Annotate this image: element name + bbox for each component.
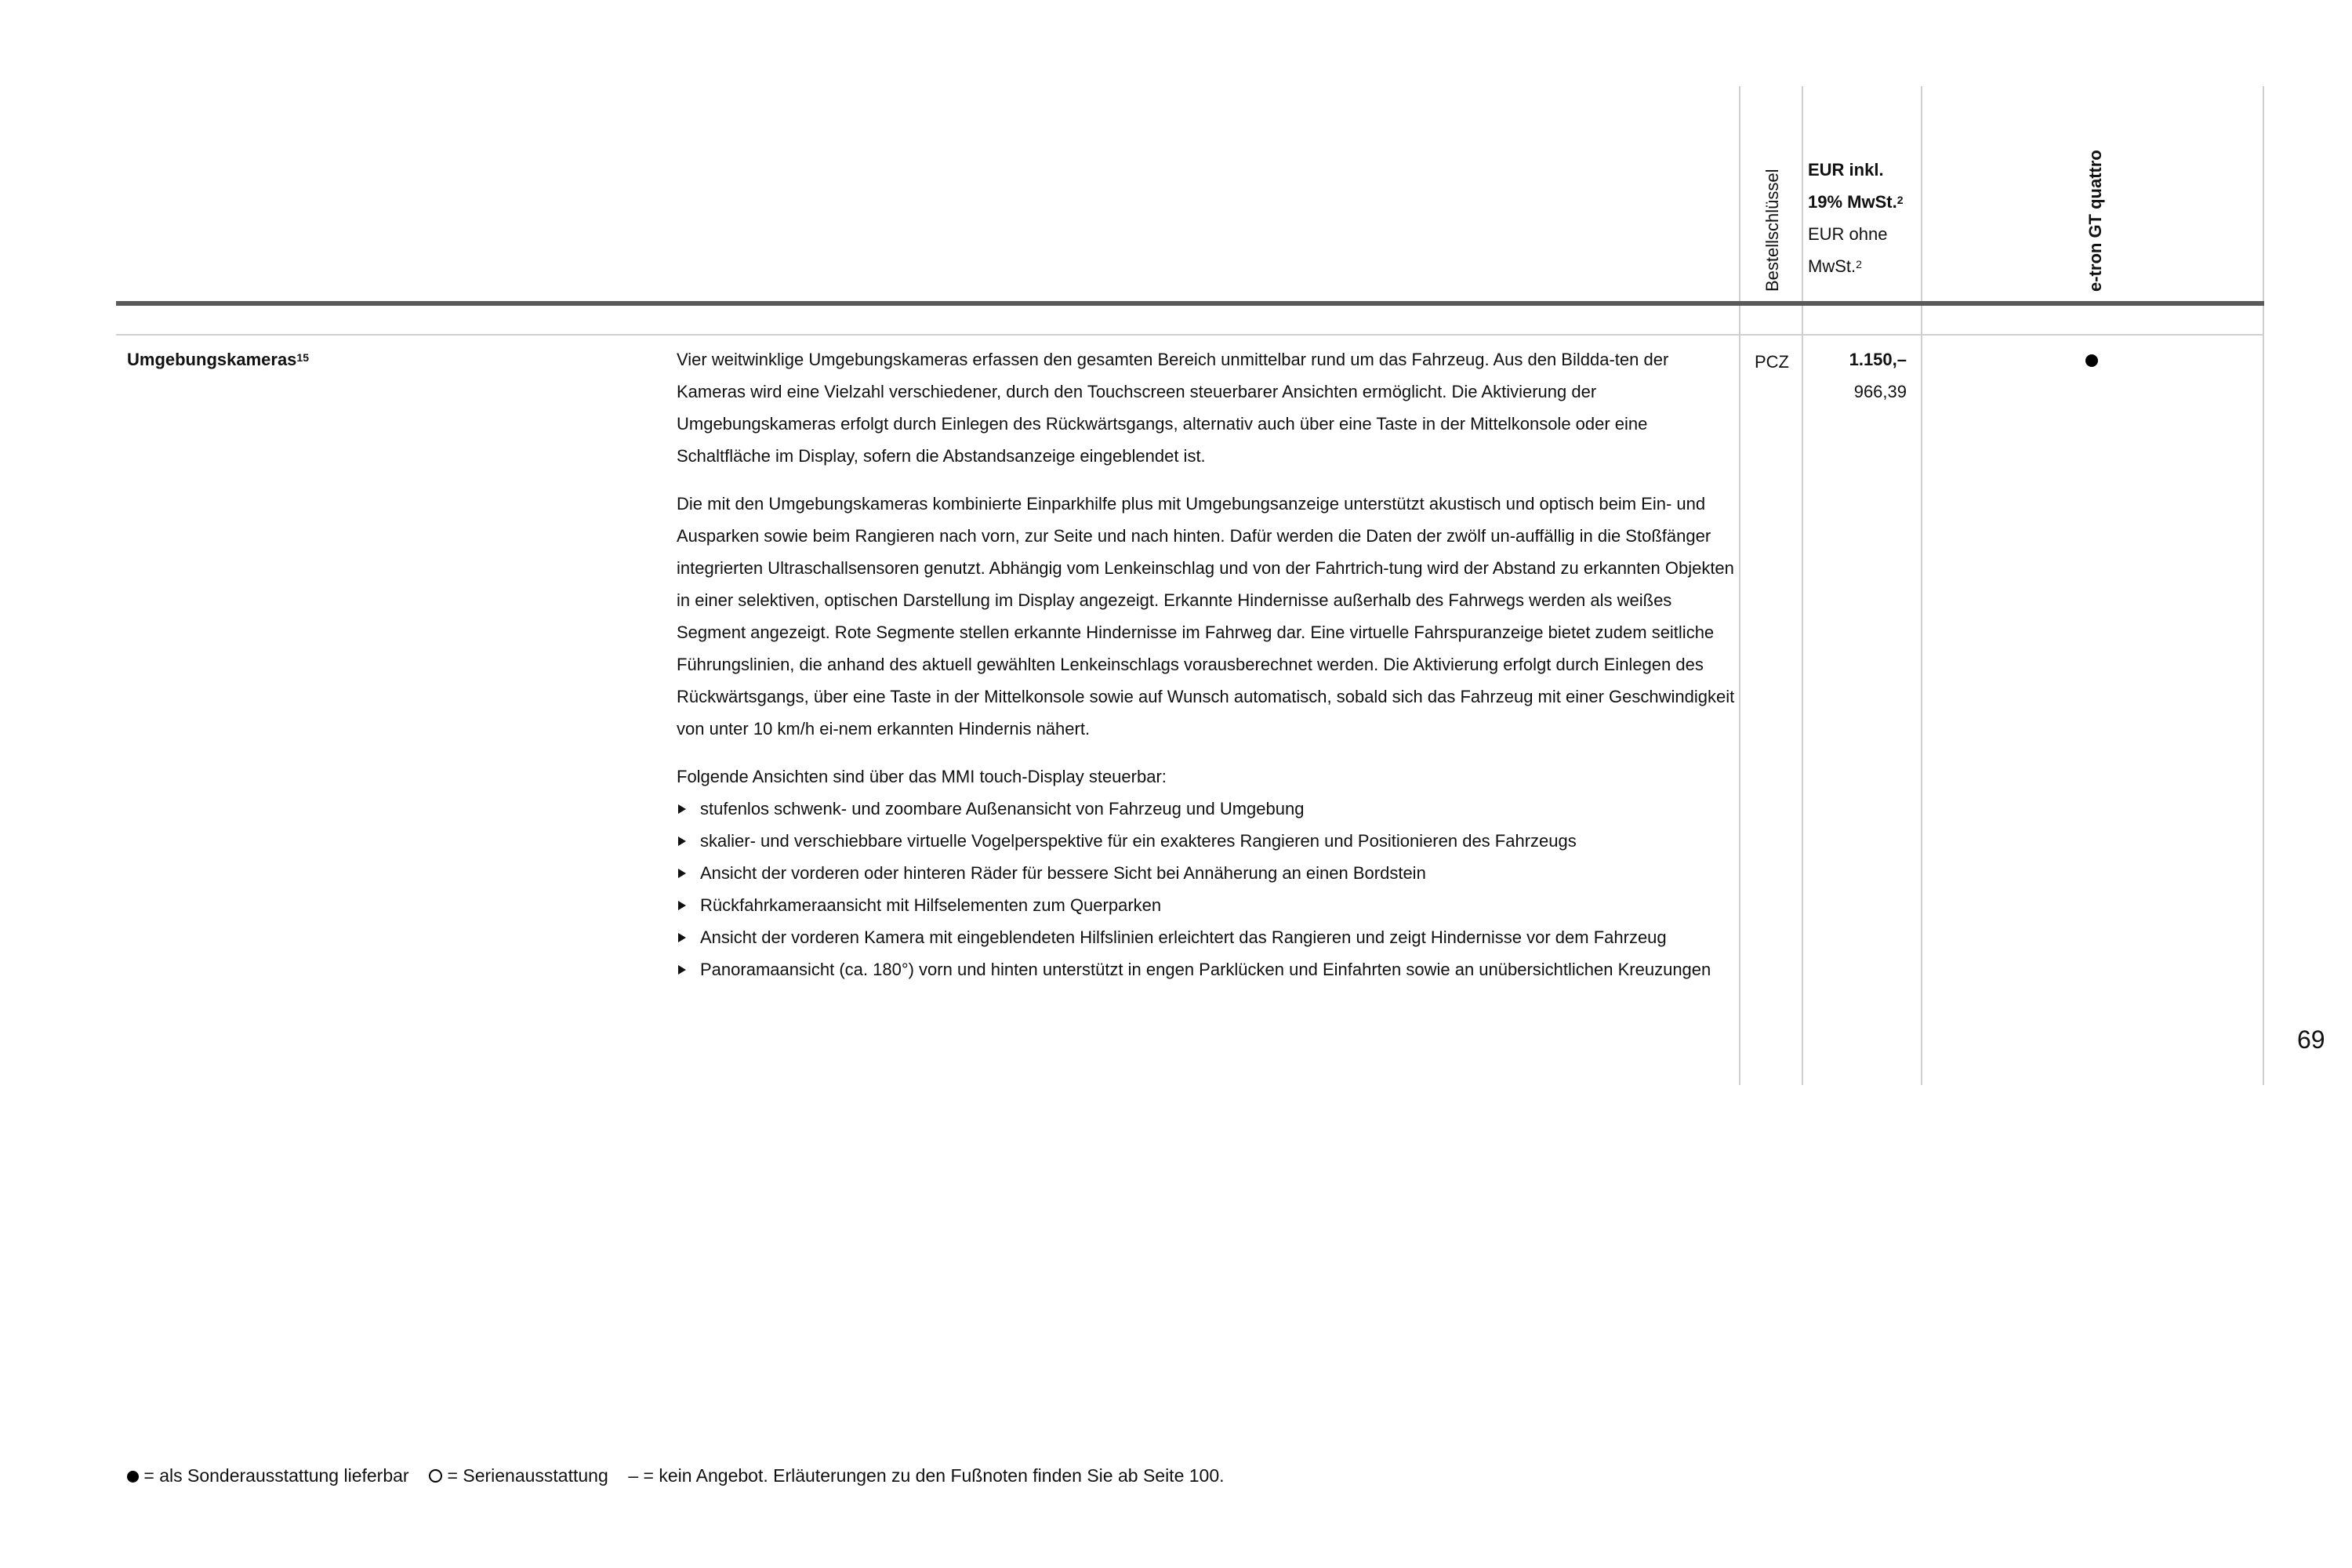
price-excl: 966,39 (1853, 382, 1907, 401)
row-rule (116, 334, 2264, 336)
list-intro: Folgende Ansichten sind über das MMI touch-Display steuerbar: (677, 767, 1167, 786)
bullet-triangle-icon (678, 869, 686, 878)
header-model: e-tron GT quattro (2085, 150, 2105, 292)
column-divider (1921, 86, 1922, 1085)
filled-circle-icon (2085, 354, 2098, 367)
legend (127, 1460, 1225, 1491)
legend-optional: = als Sonderausstattung lieferbar (143, 1465, 409, 1486)
list-item: skalier- und verschiebbare virtuelle Vogelperspektive für ein exakteres Rangieren und Positionieren des Fahrzeugs (677, 825, 1740, 857)
footnote-ref: 2 (1896, 194, 1904, 206)
bullet-triangle-icon (678, 901, 686, 910)
empty-circle-icon (429, 1469, 442, 1483)
feature-description (677, 343, 1740, 985)
order-code: PCZ (1755, 352, 1789, 372)
bullet-triangle-icon (678, 804, 686, 814)
list-item: stufenlos schwenk- und zoombare Außenansicht von Fahrzeug und Umgebung (677, 793, 1740, 825)
footnote-ref: 2 (1856, 258, 1862, 270)
price-cell (1803, 343, 1907, 408)
header-price-excl-line1: EUR ohne (1808, 224, 1888, 244)
column-divider (1802, 86, 1803, 1085)
header-order-key: Bestellschlüssel (1762, 169, 1782, 292)
header-price-excl-line2: MwSt. (1808, 256, 1857, 276)
list-item: Ansicht der vorderen Kamera mit eingeblendeten Hilfslinien erleichtert das Rangieren und zeigt Hindernisse vor dem Fahrzeug (677, 921, 1740, 953)
filled-circle-icon (127, 1471, 139, 1483)
header-price-incl-line2: 19% MwSt. (1808, 192, 1897, 212)
list-item: Rückfahrkameraansicht mit Hilfselementen zum Querparken (677, 889, 1740, 921)
legend-none: – = kein Angebot. Erläuterungen zu den Fußnoten finden Sie ab Seite 100. (628, 1465, 1225, 1486)
column-divider (2263, 86, 2264, 1085)
legend-standard: = Serienausstattung (447, 1465, 608, 1486)
header-rule (116, 301, 2264, 306)
feature-title (127, 343, 309, 376)
bullet-triangle-icon (678, 837, 686, 846)
page-number: 69 (2297, 1025, 2325, 1054)
list-item: Ansicht der vorderen oder hinteren Räder für bessere Sicht bei Annäherung an einen Bordstein (677, 857, 1740, 889)
price-incl: 1.150,– (1849, 350, 1907, 369)
list-item: Panoramaansicht (ca. 180°) vorn und hinten unterstützt in engen Parklücken und Einfahrten sowie an unübersichtlichen Kreuzungen (677, 953, 1740, 985)
footnote-ref: 15 (296, 351, 309, 364)
header-price-incl-line1: EUR inkl. (1808, 160, 1884, 180)
description-paragraph: Die mit den Umgebungskameras kombinierte Einparkhilfe plus mit Umgebungsanzeige unterstützt akustisch und optisch beim Ein- und Ausparken sowie beim Rangieren nach vorn, zur Seite und nach hinten. Dafür werden die Daten der zwölf un-auffällig in die Stoßfänger integrierten Ultraschallsensoren genutzt. Abhängig vom Lenkeinschlag und von der Fahrtrich-tung wird der Abstand zu erkannten Objekten in einer selektiven, optischen Darstellung im Display angezeigt. Erkannte Hindernisse außerhalb des Fahrwegs werden als weißes Segment angezeigt. Rote Segmente stellen erkannte Hindernisse im Fahrweg dar. Eine virtuelle Fahrspuranzeige bietet zudem seitliche Führungslinien, die anhand des aktuell gewählten Lenkeinschlags vorausberechnet werden. Die Aktivierung erfolgt durch Einlegen des Rückwärtsgangs, über eine Taste in der Mittelkonsole sowie auf Wunsch automatisch, sobald sich das Fahrzeug mit einer Geschwindigkeit von unter 10 km/h ei-nem erkannten Hindernis nähert. (677, 494, 1735, 739)
views-list (677, 793, 1740, 985)
bullet-triangle-icon (678, 933, 686, 942)
description-paragraph: Vier weitwinklige Umgebungskameras erfassen den gesamten Bereich unmittelbar rund um das Fahrzeug. Aus den Bildda-ten der Kameras wird eine Vielzahl verschiedener, durch den Touchscreen steuerbarer Ansichten ermöglicht. Die Aktivierung der Umgebungskameras erfolgt durch Einlegen des Rückwärtsgangs, alternativ auch über eine Taste in der Mittelkonsole oder eine Schaltfläche im Display, sofern die Abstandsanzeige eingeblendet ist. (677, 350, 1669, 466)
feature-title-text: Umgebungskameras (127, 350, 297, 369)
bullet-triangle-icon (678, 965, 686, 975)
header-price (1808, 154, 1904, 282)
